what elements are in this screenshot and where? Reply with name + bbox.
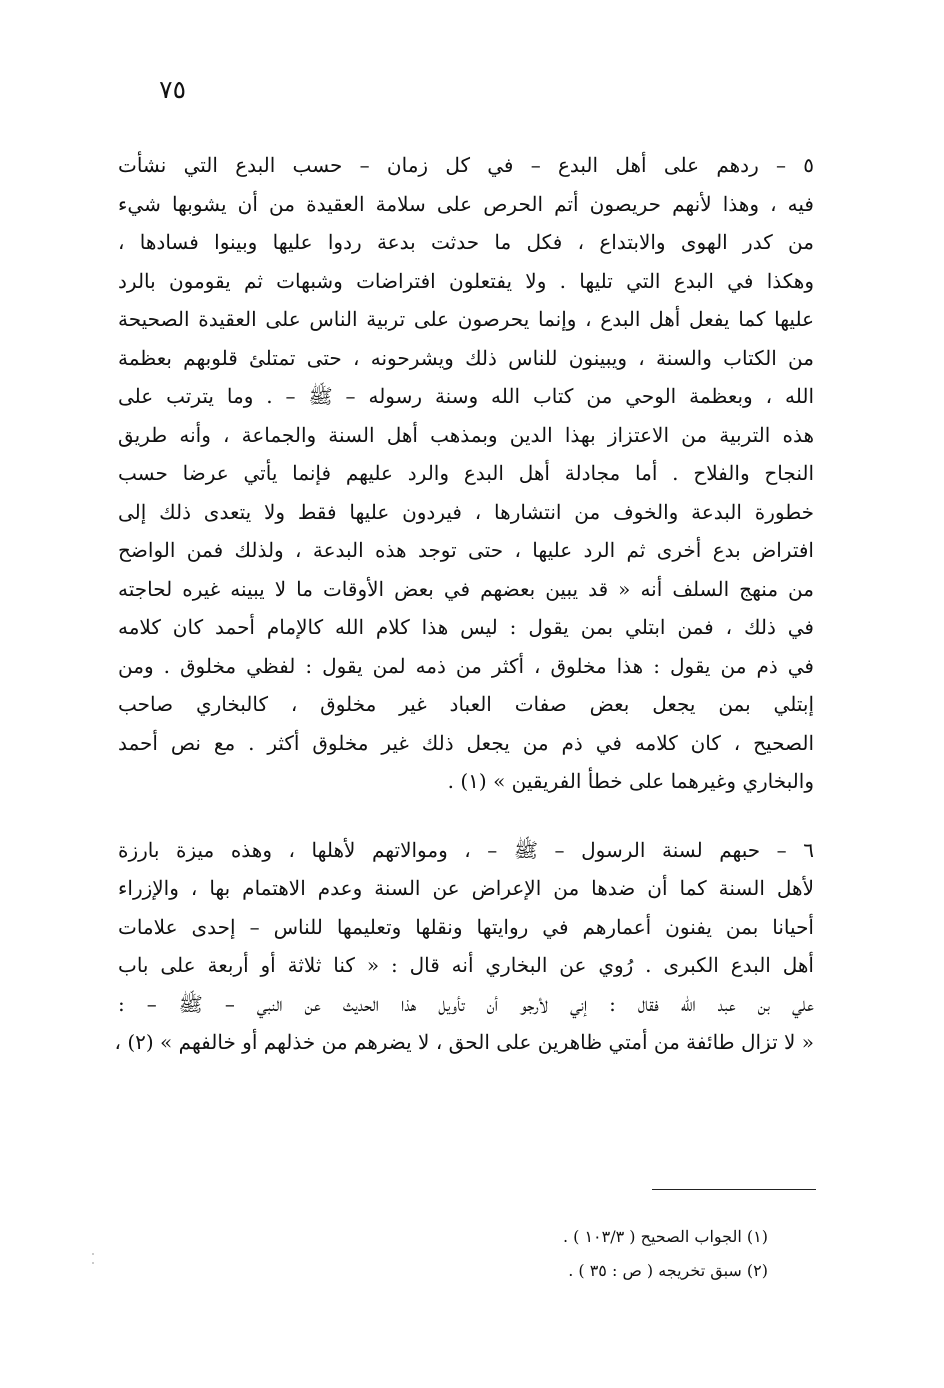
text-line: من الكتاب والسنة ، ويبينون للناس ذلك ويشرحونه ، حتى تمتلئ قلوبهم بعظمة [118,345,814,370]
text-line: والبخاري وغيرهما على خطأ الفريقين » (١) . [447,769,814,793]
text-line: ٥ – ردهم على أهل البدع – في كل زمان – حسب البدع التي نشأت [118,153,814,177]
text-line: في ذلك ، فمن ابتلي بمن يقول : ليس هذا كلام الله كالإمام أحمد كان كلامه [118,615,814,639]
paragraph-6 [114,831,814,1062]
paragraph-gap [118,801,814,831]
scan-speck [92,1253,94,1255]
text-line: الصحيح ، كان كلامه في ذم من يجعل ذلك غير مخلوق أكثر . مع نص أحمد [118,730,814,755]
text-line: عليها كما يفعل أهل البدع ، وإنما يحرصون على تربية الناس على العقيدة الصحيحة [118,307,814,331]
paragraph-5 [118,146,814,801]
text-line: فيه ، وهذا لأنهم حريصون أتم الحرص على سلامة العقيدة من أن يشوبها شيء [118,191,814,216]
text-line: لأهل السنة كما أن ضدها من الإعراض عن السنة وعدم الاهتمام بها ، والإزراء [118,876,814,900]
footnote-separator [652,1189,816,1190]
text-line: « لا تزال طائفة من أمتي ظاهرين على الحق ، لا يضرهم من خذلهم أو خالفهم » (٢) ، [114,1030,814,1054]
footnote-2: (٢) سبق تخريجه ( ص : ٣٥ ) . [568,1261,768,1280]
text-line: وهكذا في البدع التي تليها . ولا يفتعلون افتراضات وشبهات ثم يقومون بالرد [118,268,814,293]
page-number: ٧٥ [159,75,186,104]
text-line: أهل البدع الكبرى . رُوي عن البخاري أنه قال : « كنا ثلاثة أو أربعة على باب [118,953,814,977]
main-text [114,146,814,1062]
text-line: في ذم من يقول : هذا مخلوق ، أكثر من ذمه لمن يقول : لفظي مخلوق . ومن [118,653,814,678]
text-line: هذه التربية من الاعتزاز بهذا الدين وبمذهب أهل السنة والجماعة ، وأنه طريق [118,422,814,447]
text-line: من كدر الهوى والابتداع ، فكل ما حدثت بدعة ردوا عليها وبينوا فسادها ، [118,230,814,254]
footnote-1: (١) الجواب الصحيح ( ١٠٣/٣ ) . [562,1227,768,1246]
footnotes [368,1220,768,1288]
text-line: النجاح والفلاح . أما مجادلة أهل البدع والرد عليهم فإنما يأتي عرضا حسب [118,461,814,485]
scan-speck [92,1262,94,1264]
text-line: الله ، وبعظمة الوحي من كتاب الله وسنة رسوله – ﷺ – . وما يترتب على [118,384,814,408]
text-line: إبتلي بمن يجعل بعض صفات العباد غير مخلوق ، كالبخاري صاحب [118,692,814,716]
text-line: افتراض بدع أخرى ثم الرد عليها ، حتى توجد هذه البدعة ، ولذلك فمن الواضح [118,538,814,562]
text-line: ٦ – حبهم لسنة الرسول – ﷺ – ، وموالاتهم لأهلها ، وهذه ميزة بارزة [118,837,814,862]
text-line: من منهج السلف أنه « قد يبين بعضهم في بعض الأوقات ما لا يبينه غيره لحاجته [118,576,814,601]
text-line: أحيانا بمن يفنون أعمارهم في روايتها ونقلها وتعليمها للناس – إحدى علامات [118,914,814,939]
text-line: خطورة البدعة والخوف من انتشارها ، فيردون عليها فقط ولا يتعدى ذلك إلى [118,499,814,524]
text-line: علي بن عبد الله فقال : إني لأرجو أن تأويل هذا الحديث عن النبي – ﷺ – : [118,991,814,1016]
